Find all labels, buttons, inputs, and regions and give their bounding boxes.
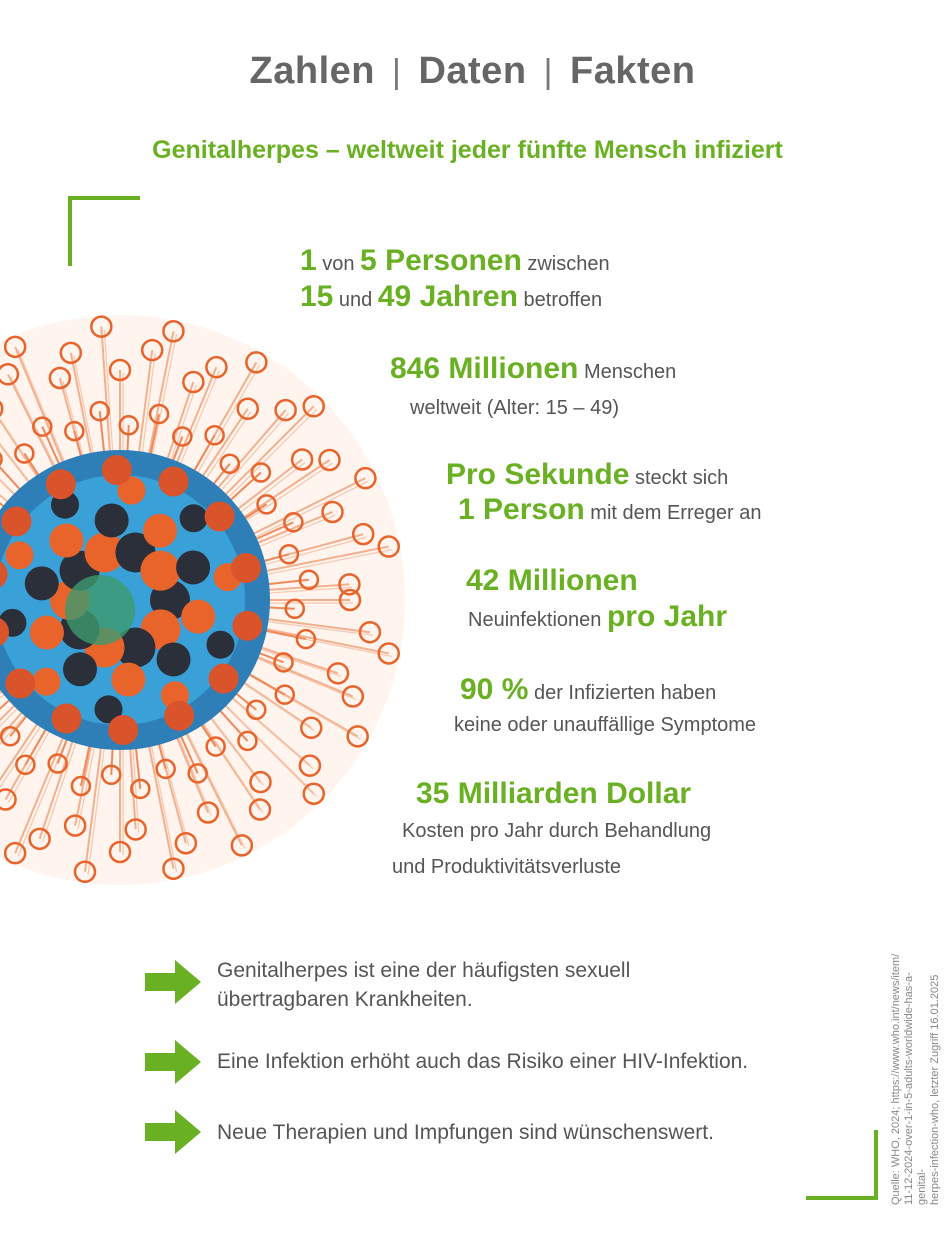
fact-text: Neuinfektionen — [468, 609, 607, 631]
fact-number: 90 % — [460, 673, 529, 706]
fact-new-infections-line1 — [466, 566, 638, 596]
fact-asymptomatic-line2: keine oder unauffällige Symptome — [454, 714, 757, 736]
corner-frame-top-left — [68, 196, 140, 266]
fact-text: steckt sich — [629, 467, 729, 489]
source-line: 11-12-2024-over-1-in-5-adults-worldwide-has-a-genital- — [903, 972, 928, 1205]
fact-text: zwischen — [521, 253, 610, 275]
fact-costs-line3: und Produktivitätsverluste — [392, 856, 622, 878]
fact-number: 1 — [300, 244, 317, 277]
fact-number: 42 Millionen — [466, 564, 638, 597]
arrow-right-icon — [145, 958, 201, 1006]
bullet-text: Eine Infektion erhöht auch das Risiko einer HIV-Infektion. — [217, 1050, 749, 1073]
fact-total-infected-line2: weltweit (Alter: 15 – 49) — [410, 397, 619, 419]
source-line: Quelle: WHO, 2024; https://www.who.int/news/item/ — [890, 953, 902, 1205]
herpes-virus-illustration — [0, 300, 430, 900]
title-part: Zahlen — [249, 50, 375, 92]
title-part: Daten — [418, 50, 527, 92]
fact-text: mit dem Erreger an — [584, 502, 762, 524]
bullet-text: übertragbaren Krankheiten. — [217, 988, 473, 1011]
fact-rate-line2 — [458, 495, 761, 525]
fact-costs-line1 — [416, 779, 691, 809]
fact-number: 846 Millionen — [390, 352, 579, 385]
fact-number: Pro Sekunde — [446, 458, 630, 491]
fact-rate-line1 — [446, 460, 728, 490]
fact-total-infected-line1 — [390, 354, 676, 384]
fact-text: betroffen — [517, 289, 603, 311]
source-line: herpes-infection-who, letzter Zugriff 16.01.2025 — [929, 974, 941, 1205]
fact-number: 15 — [300, 280, 334, 313]
fact-number: 1 Person — [458, 493, 585, 526]
fact-number: 35 Milliarden Dollar — [416, 777, 692, 810]
fact-text: Menschen — [578, 361, 677, 383]
arrow-right-icon — [145, 1108, 201, 1156]
title-separator: | — [543, 53, 553, 91]
fact-costs-line2: Kosten pro Jahr durch Behandlung — [402, 820, 712, 842]
bullet-text: Genitalherpes ist eine der häufigsten sexuell — [217, 959, 631, 982]
fact-text: von — [316, 253, 361, 275]
fact-text: der Infizierten haben — [528, 682, 717, 704]
corner-frame-bottom-right — [806, 1130, 878, 1200]
fact-prevalence-line2 — [300, 282, 602, 312]
arrow-right-icon — [145, 1038, 201, 1086]
title-separator: | — [392, 53, 402, 91]
fact-prevalence-line1 — [300, 246, 610, 276]
page-title — [0, 50, 945, 93]
fact-new-infections-line2 — [468, 602, 727, 632]
bullet-text: Neue Therapien und Impfungen sind wünschenswert. — [217, 1121, 714, 1144]
title-part: Fakten — [570, 50, 696, 92]
source-citation — [890, 945, 942, 1205]
subtitle: Genitalherpes – weltweit jeder fünfte Mensch infiziert — [152, 136, 783, 164]
fact-asymptomatic-line1 — [460, 675, 716, 705]
fact-text: und — [333, 289, 378, 311]
fact-number: 5 Personen — [360, 244, 522, 277]
fact-number: 49 Jahren — [377, 280, 518, 313]
fact-number: pro Jahr — [606, 600, 728, 633]
